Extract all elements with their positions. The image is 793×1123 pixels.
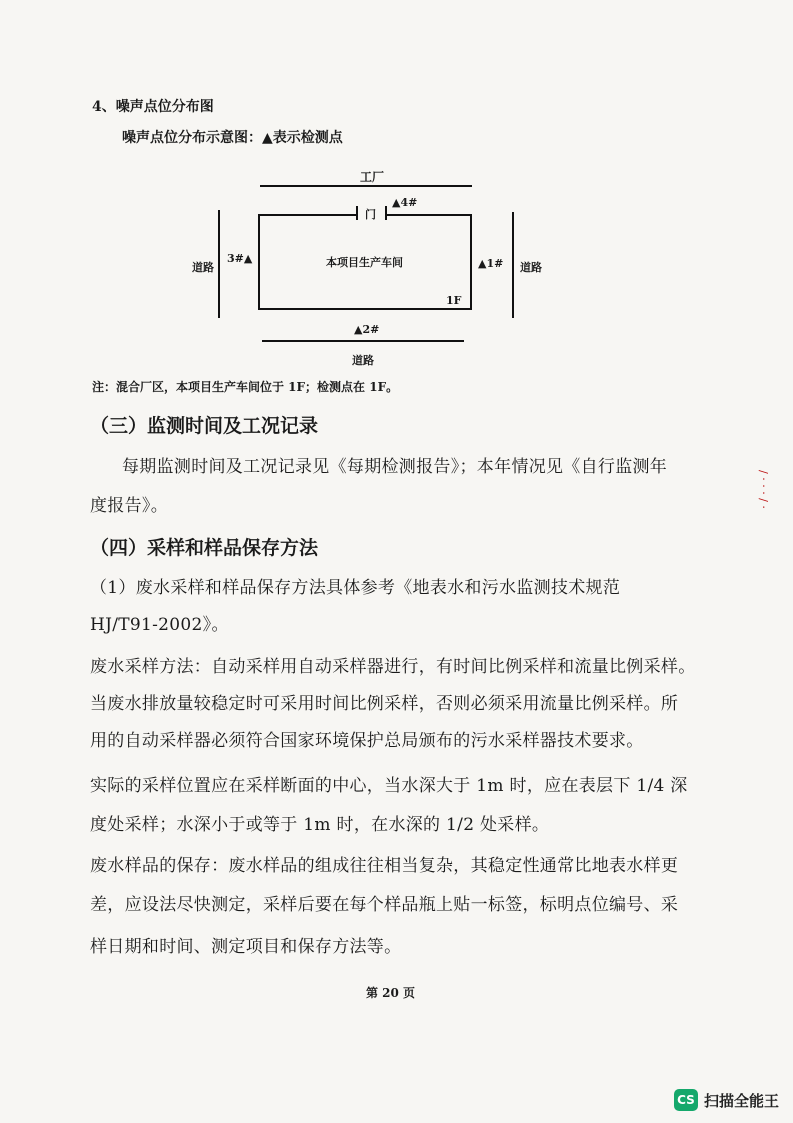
building-right-wall: [470, 214, 472, 310]
point-4-label: ▲4#: [392, 196, 418, 209]
item-1-line-2: HJ/T91-2002》。: [90, 615, 229, 635]
section-title: 4、噪声点位分布图: [92, 99, 214, 115]
bottom-road-line: [262, 340, 464, 342]
section-4-heading: （四）采样和样品保存方法: [90, 537, 319, 559]
point-3-label: 3#▲: [227, 252, 253, 265]
door-left-post: [356, 206, 358, 220]
workshop-label: 本项目生产车间: [326, 256, 403, 269]
position-line-2: 度处采样；水深小于或等于 1m 时，在水深的 1/2 处采样。: [90, 815, 550, 835]
right-road-label: 道路: [520, 261, 542, 274]
factory-label: 工厂: [360, 170, 385, 184]
camscanner-logo-icon: CS: [674, 1089, 698, 1111]
page-number: 第 20 页: [366, 986, 416, 1000]
method-line-3: 用的自动采样器必须符合国家环境保护总局颁布的污水采样器技术要求。: [90, 731, 644, 751]
building-top-left-wall: [258, 214, 356, 216]
point-1-label: ▲1#: [478, 257, 504, 270]
diagram-note: 注：混合厂区，本项目生产车间位于 1F；检测点在 1F。: [92, 380, 399, 394]
section-3-heading: （三）监测时间及工况记录: [90, 415, 319, 437]
factory-boundary-line: [260, 185, 472, 187]
item-1-line-1: （1）废水采样和样品保存方法具体参考《地表水和污水监测技术规范: [90, 578, 621, 598]
building-bottom-wall: [258, 308, 472, 310]
storage-line-3: 样日期和时间、测定项目和保存方法等。: [90, 937, 402, 957]
section-3-para-line-2: 度报告》。: [90, 496, 168, 516]
door-label: 门: [365, 208, 376, 221]
storage-line-1: 废水样品的保存：废水样品的组成往往相当复杂，其稳定性通常比地表水样更: [90, 856, 679, 876]
left-road-label: 道路: [192, 261, 214, 274]
bottom-road-label: 道路: [352, 354, 374, 367]
diagram-subtitle: 噪声点位分布示意图：▲表示检测点: [122, 130, 343, 146]
floor-label: 1F: [446, 294, 462, 307]
method-line-1: 废水采样方法：自动采样用自动采样器进行，有时间比例采样和流量比例采样。: [90, 657, 696, 677]
building-top-right-wall: [387, 214, 472, 216]
right-road-line: [512, 212, 514, 318]
position-line-1: 实际的采样位置应在采样断面的中心，当水深大于 1m 时，应在表层下 1/4 深: [90, 776, 688, 796]
building-left-wall: [258, 214, 260, 310]
seal-edge-mark: / · · · / ·: [757, 470, 770, 509]
section-3-para-line-1: 每期监测时间及工况记录见《每期检测报告》；本年情况见《自行监测年: [122, 457, 668, 477]
scanner-watermark: [674, 1089, 779, 1111]
point-2-label: ▲2#: [354, 323, 380, 336]
method-line-2: 当废水排放量较稳定时可采用时间比例采样，否则必须采用流量比例采样。所: [90, 694, 679, 714]
watermark-text: 扫描全能王: [703, 1091, 779, 1110]
storage-line-2: 差，应设法尽快测定，采样后要在每个样品瓶上贴一标签，标明点位编号、采: [90, 895, 679, 915]
left-road-line: [218, 210, 220, 318]
door-right-post: [385, 206, 387, 220]
